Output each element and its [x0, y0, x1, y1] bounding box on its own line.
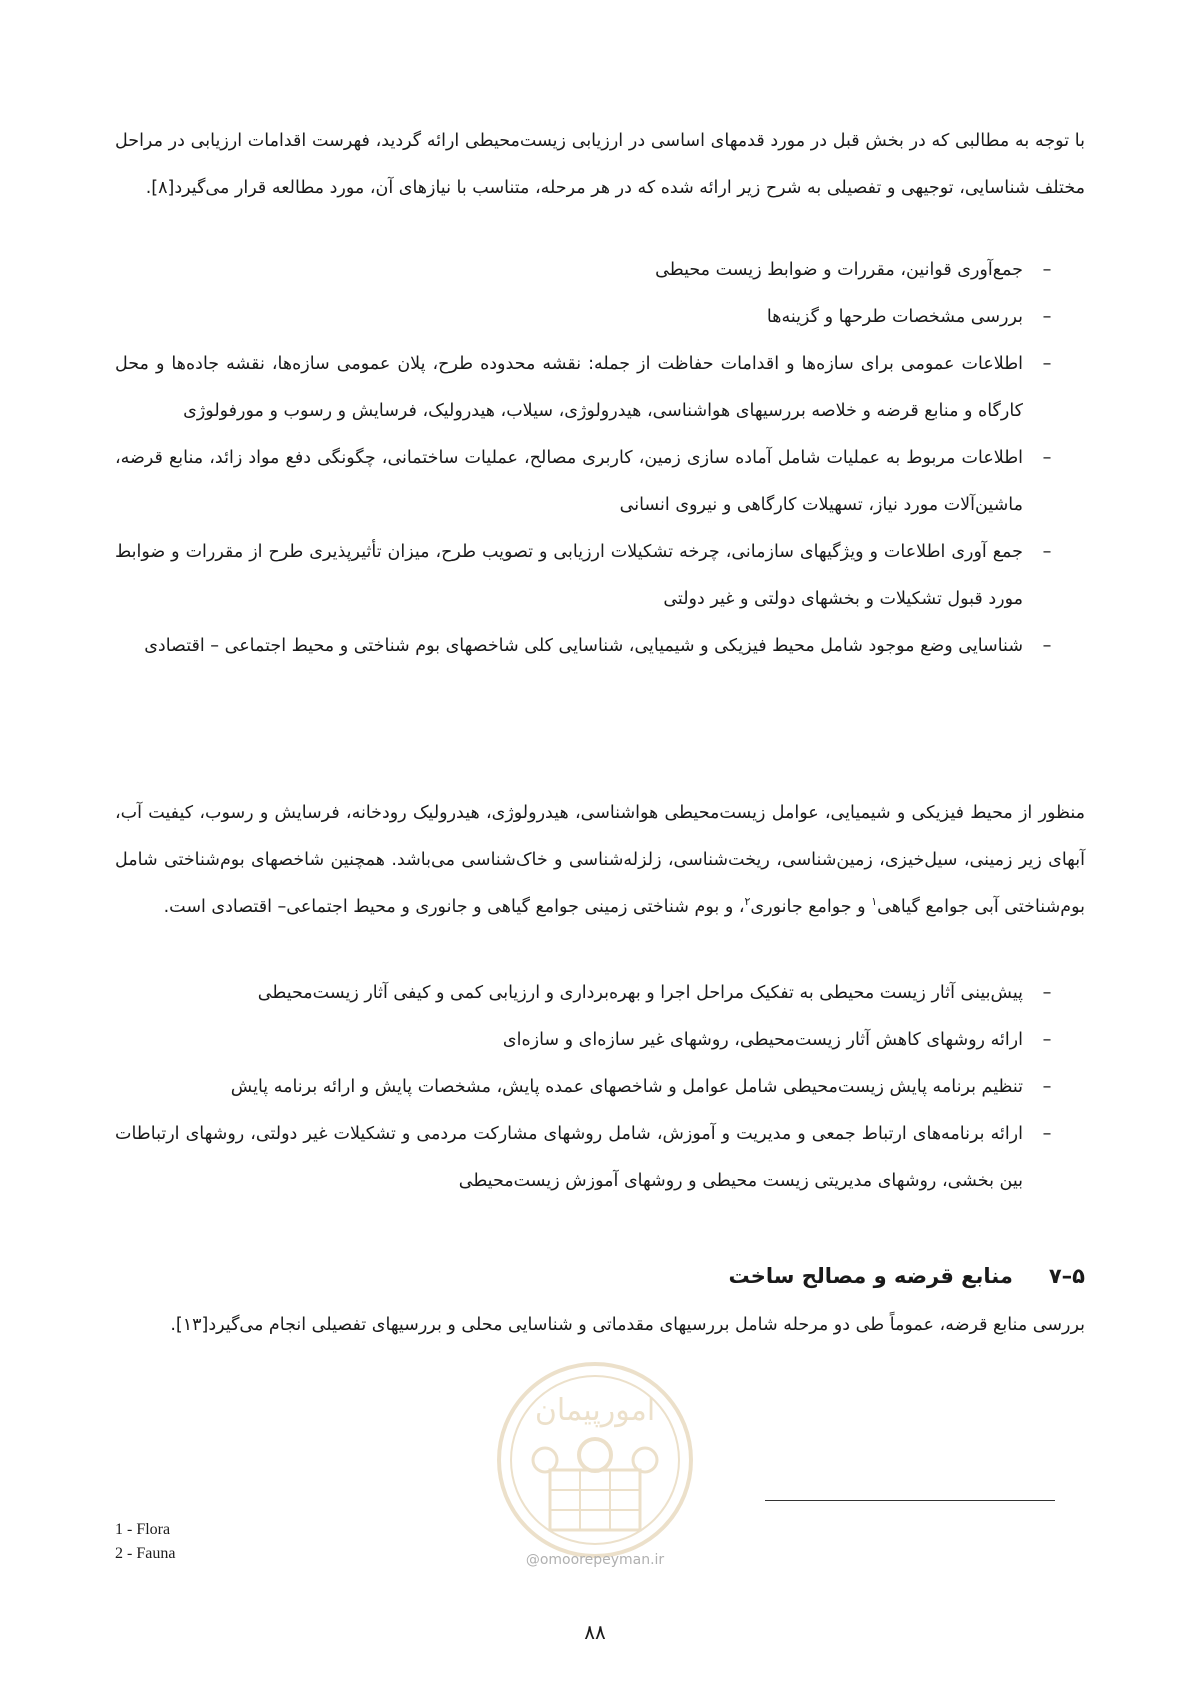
list-item: – پیش‌بینی آثار زیست محیطی به تفکیک مراحل اجرا و بهره‌برداری و ارزیابی کمی و کیفی آثار زیست‌محیطی	[115, 970, 1085, 1017]
dash-marker: –	[1042, 542, 1052, 562]
dash-marker: –	[1042, 1077, 1052, 1097]
list-item: – اطلاعات مربوط به عملیات شامل آماده سازی زمین، کاربری مصالح، عملیات ساختمانی، چگونگی دفع مواد زائد، منابع قرضه، ماشین‌آلات مورد نیاز، تسهیلات کارگاهی و نیروی انسانی	[115, 435, 1085, 529]
page-number: ۸۸	[584, 1620, 606, 1644]
intro-paragraph: با توجه به مطالبی که در بخش قبل در مورد قدمهای اساسی در ارزیابی زیست‌محیطی ارائه گردید، فهرست اقدامات ارزیابی در مراحل مختلف شناسایی، توجیهی و تفصیلی به شرح زیر ارائه شده که در هر مرحله، متناسب با نیازهای آن، مورد مطالعه قرار می‌گیرد[۸].	[115, 131, 1085, 198]
list-item: – بررسی مشخصات طرحها و گزینه‌ها	[115, 294, 1085, 341]
list-item: – ارائه برنامه‌های ارتباط جمعی و مدیریت و آموزش، شامل روشهای مشارکت مردمی و تشکیلات غیر دولتی، روشهای ارتباطات بین بخشی، روشهای مدیریتی زیست محیطی و روشهای آموزش زیست‌محیطی	[115, 1111, 1085, 1205]
dash-marker: –	[1042, 448, 1052, 468]
list-item: – ارائه روشهای کاهش آثار زیست‌محیطی، روشهای غیر سازه‌ای و سازه‌ای	[115, 1017, 1085, 1064]
list-item: – جمع‌آوری قوانین، مقررات و ضوابط زیست محیطی	[115, 247, 1085, 294]
section-paragraph: بررسی منابع قرضه، عموماً طی دو مرحله شامل بررسیهای مقدماتی و شناسایی محلی و بررسیهای تفصیلی انجام می‌گیرد[۱۳].	[170, 1315, 1085, 1335]
list-item: – شناسایی وضع موجود شامل محیط فیزیکی و شیمیایی، شناسایی کلی شاخصهای بوم شناختی و محیط اجتماعی – اقتصادی	[115, 623, 1085, 670]
watermark-logo-text: امورپیمان	[534, 1393, 656, 1428]
footnote-ref-1: ۱	[871, 895, 878, 909]
footnote-2: 2 - Fauna	[115, 1545, 176, 1562]
footnote-divider	[765, 1500, 1055, 1501]
dash-marker: –	[1042, 260, 1052, 280]
list-item: – جمع آوری اطلاعات و ویژگیهای سازمانی، چرخه تشکیلات ارزیابی و تصویب طرح، میزان تأثیرپذیری طرح از مقررات و ضوابط مورد قبول تشکیلات و بخشهای دولتی و غیر دولتی	[115, 529, 1085, 623]
list-item: – تنظیم برنامه پایش زیست‌محیطی شامل عوامل و شاخصهای عمده پایش، مشخصات پایش و ارائه برنامه پایش	[115, 1064, 1085, 1111]
watermark-logo	[495, 1360, 695, 1560]
dash-marker: –	[1042, 636, 1052, 656]
list-item: – اطلاعات عمومی برای سازه‌ها و اقدامات حفاظت از جمله: نقشه محدوده طرح، پلان عمومی سازه‌ها، نقشه جاده‌ها و محل کارگاه و منابع قرضه و خلاصه بررسیهای هواشناسی، هیدرولوژی، سیلاب، هیدرولیک، فرسایش و رسوب و مورفولوژی	[115, 341, 1085, 435]
dash-marker: –	[1042, 1030, 1052, 1050]
dash-marker: –	[1042, 983, 1052, 1003]
dash-marker: –	[1042, 307, 1052, 327]
dash-marker: –	[1042, 354, 1052, 374]
bullet-list-b	[115, 970, 1085, 1205]
footnote-ref-2: ۲	[744, 895, 751, 909]
section-heading	[115, 1256, 1085, 1296]
section-number: ۵–۷	[1048, 1264, 1085, 1288]
footnote-1: 1 - Flora	[115, 1521, 171, 1538]
section-title: منابع قرضه و مصالح ساخت	[728, 1264, 1013, 1288]
dash-marker: –	[1042, 1124, 1052, 1144]
watermark-url: @omoorepeyman.ir	[525, 1552, 665, 1568]
physical-environment-paragraph: منظور از محیط فیزیکی و شیمیایی، عوامل زیست‌محیطی هواشناسی، هیدرولوژی، هیدرولیک رودخانه، فرسایش و رسوب، کیفیت آب، آبهای زیر زمینی، سیل‌خیزی، زمین‌شناسی، ریخت‌شناسی، زلزله‌شناسی و خاک‌شناسی می‌باشد. همچنین شاخصهای بوم‌شناختی شامل بوم‌شناختی آبی جوامع گیاهی$^۱$ و جوامع جانوری$^۲$، و بوم شناختی زمینی جوامع گیاهی و جانوری و محیط اجتماعی– اقتصادی است.	[115, 803, 1085, 917]
bullet-list-a	[115, 247, 1085, 670]
footnotes	[115, 1518, 175, 1566]
